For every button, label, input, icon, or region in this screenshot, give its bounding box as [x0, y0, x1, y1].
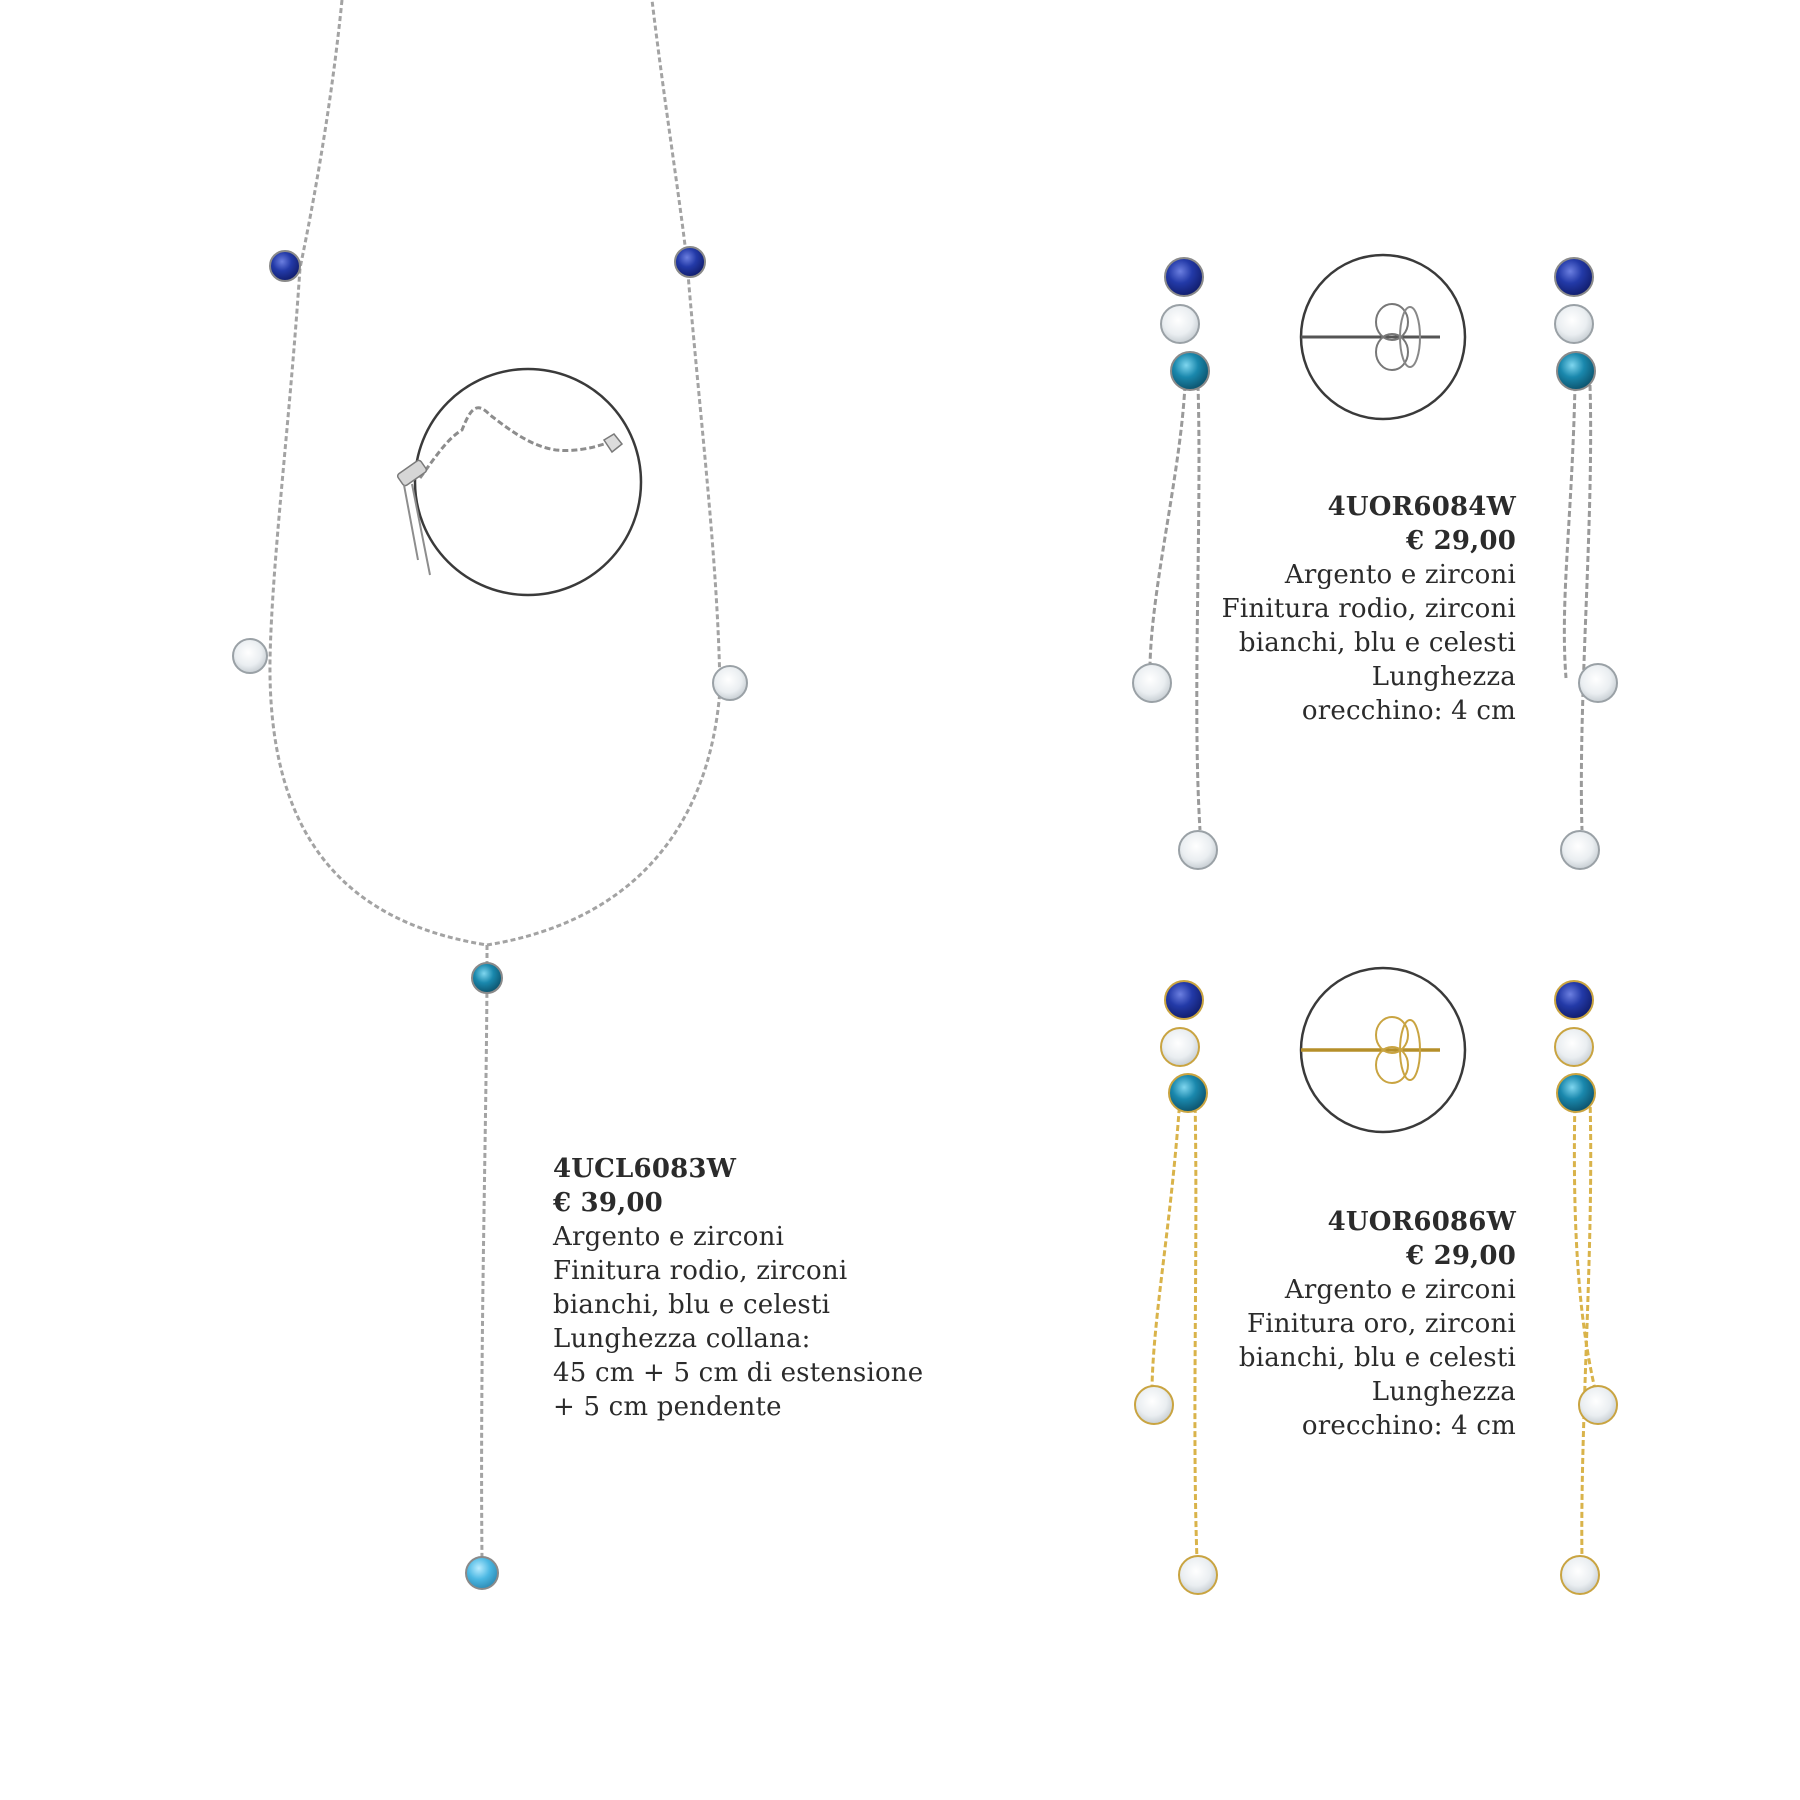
product-detail-line: Argento e zirconi	[553, 1222, 785, 1252]
clasp-detail-circle	[397, 369, 641, 595]
white-zircon-left	[233, 639, 267, 673]
product-detail-line: Lunghezza	[1371, 662, 1516, 692]
product-detail-line: Finitura rodio, zirconi	[553, 1256, 848, 1286]
product-code: 4UCL6083W	[553, 1154, 737, 1184]
product-detail-line: Finitura oro, zirconi	[1247, 1309, 1516, 1339]
necklace-pendant-chain	[482, 945, 487, 1560]
product-detail-line: bianchi, blu e celesti	[553, 1290, 831, 1320]
product-detail-line: Finitura rodio, zirconi	[1221, 594, 1516, 624]
necklace-description	[553, 1152, 923, 1424]
gold-earrings-description	[1180, 1205, 1516, 1443]
product-code: 4UOR6084W	[1327, 492, 1516, 522]
sapphire-stone-right	[675, 247, 705, 277]
product-price: € 29,00	[1406, 1241, 1516, 1271]
product-detail-line: Lunghezza collana:	[553, 1324, 811, 1354]
silver-post-detail-circle	[1301, 255, 1465, 419]
product-detail-line: orecchino: 4 cm	[1301, 1411, 1516, 1441]
product-detail-line: orecchino: 4 cm	[1301, 696, 1516, 726]
light-blue-stone-pendant	[466, 1557, 498, 1589]
product-detail-line: Lunghezza	[1371, 1377, 1516, 1407]
sapphire-stone-left	[270, 251, 300, 281]
product-price: € 29,00	[1406, 526, 1516, 556]
product-detail-line: + 5 cm pendente	[553, 1392, 782, 1422]
white-zircon-right	[713, 666, 747, 700]
silver-earring-right	[1555, 258, 1617, 869]
product-detail-line: bianchi, blu e celesti	[1238, 628, 1516, 658]
product-detail-line: 45 cm + 5 cm di estensione	[553, 1358, 924, 1388]
teal-stone-center	[472, 963, 502, 993]
product-detail-line: Argento e zirconi	[1284, 560, 1516, 590]
gold-earring-right	[1555, 981, 1617, 1594]
gold-post-detail-circle	[1301, 968, 1465, 1132]
product-price: € 39,00	[553, 1188, 663, 1218]
product-code: 4UOR6086W	[1327, 1207, 1516, 1237]
product-detail-line: Argento e zirconi	[1284, 1275, 1516, 1305]
silver-earrings-description	[1180, 490, 1516, 728]
product-detail-line: bianchi, blu e celesti	[1238, 1343, 1516, 1373]
